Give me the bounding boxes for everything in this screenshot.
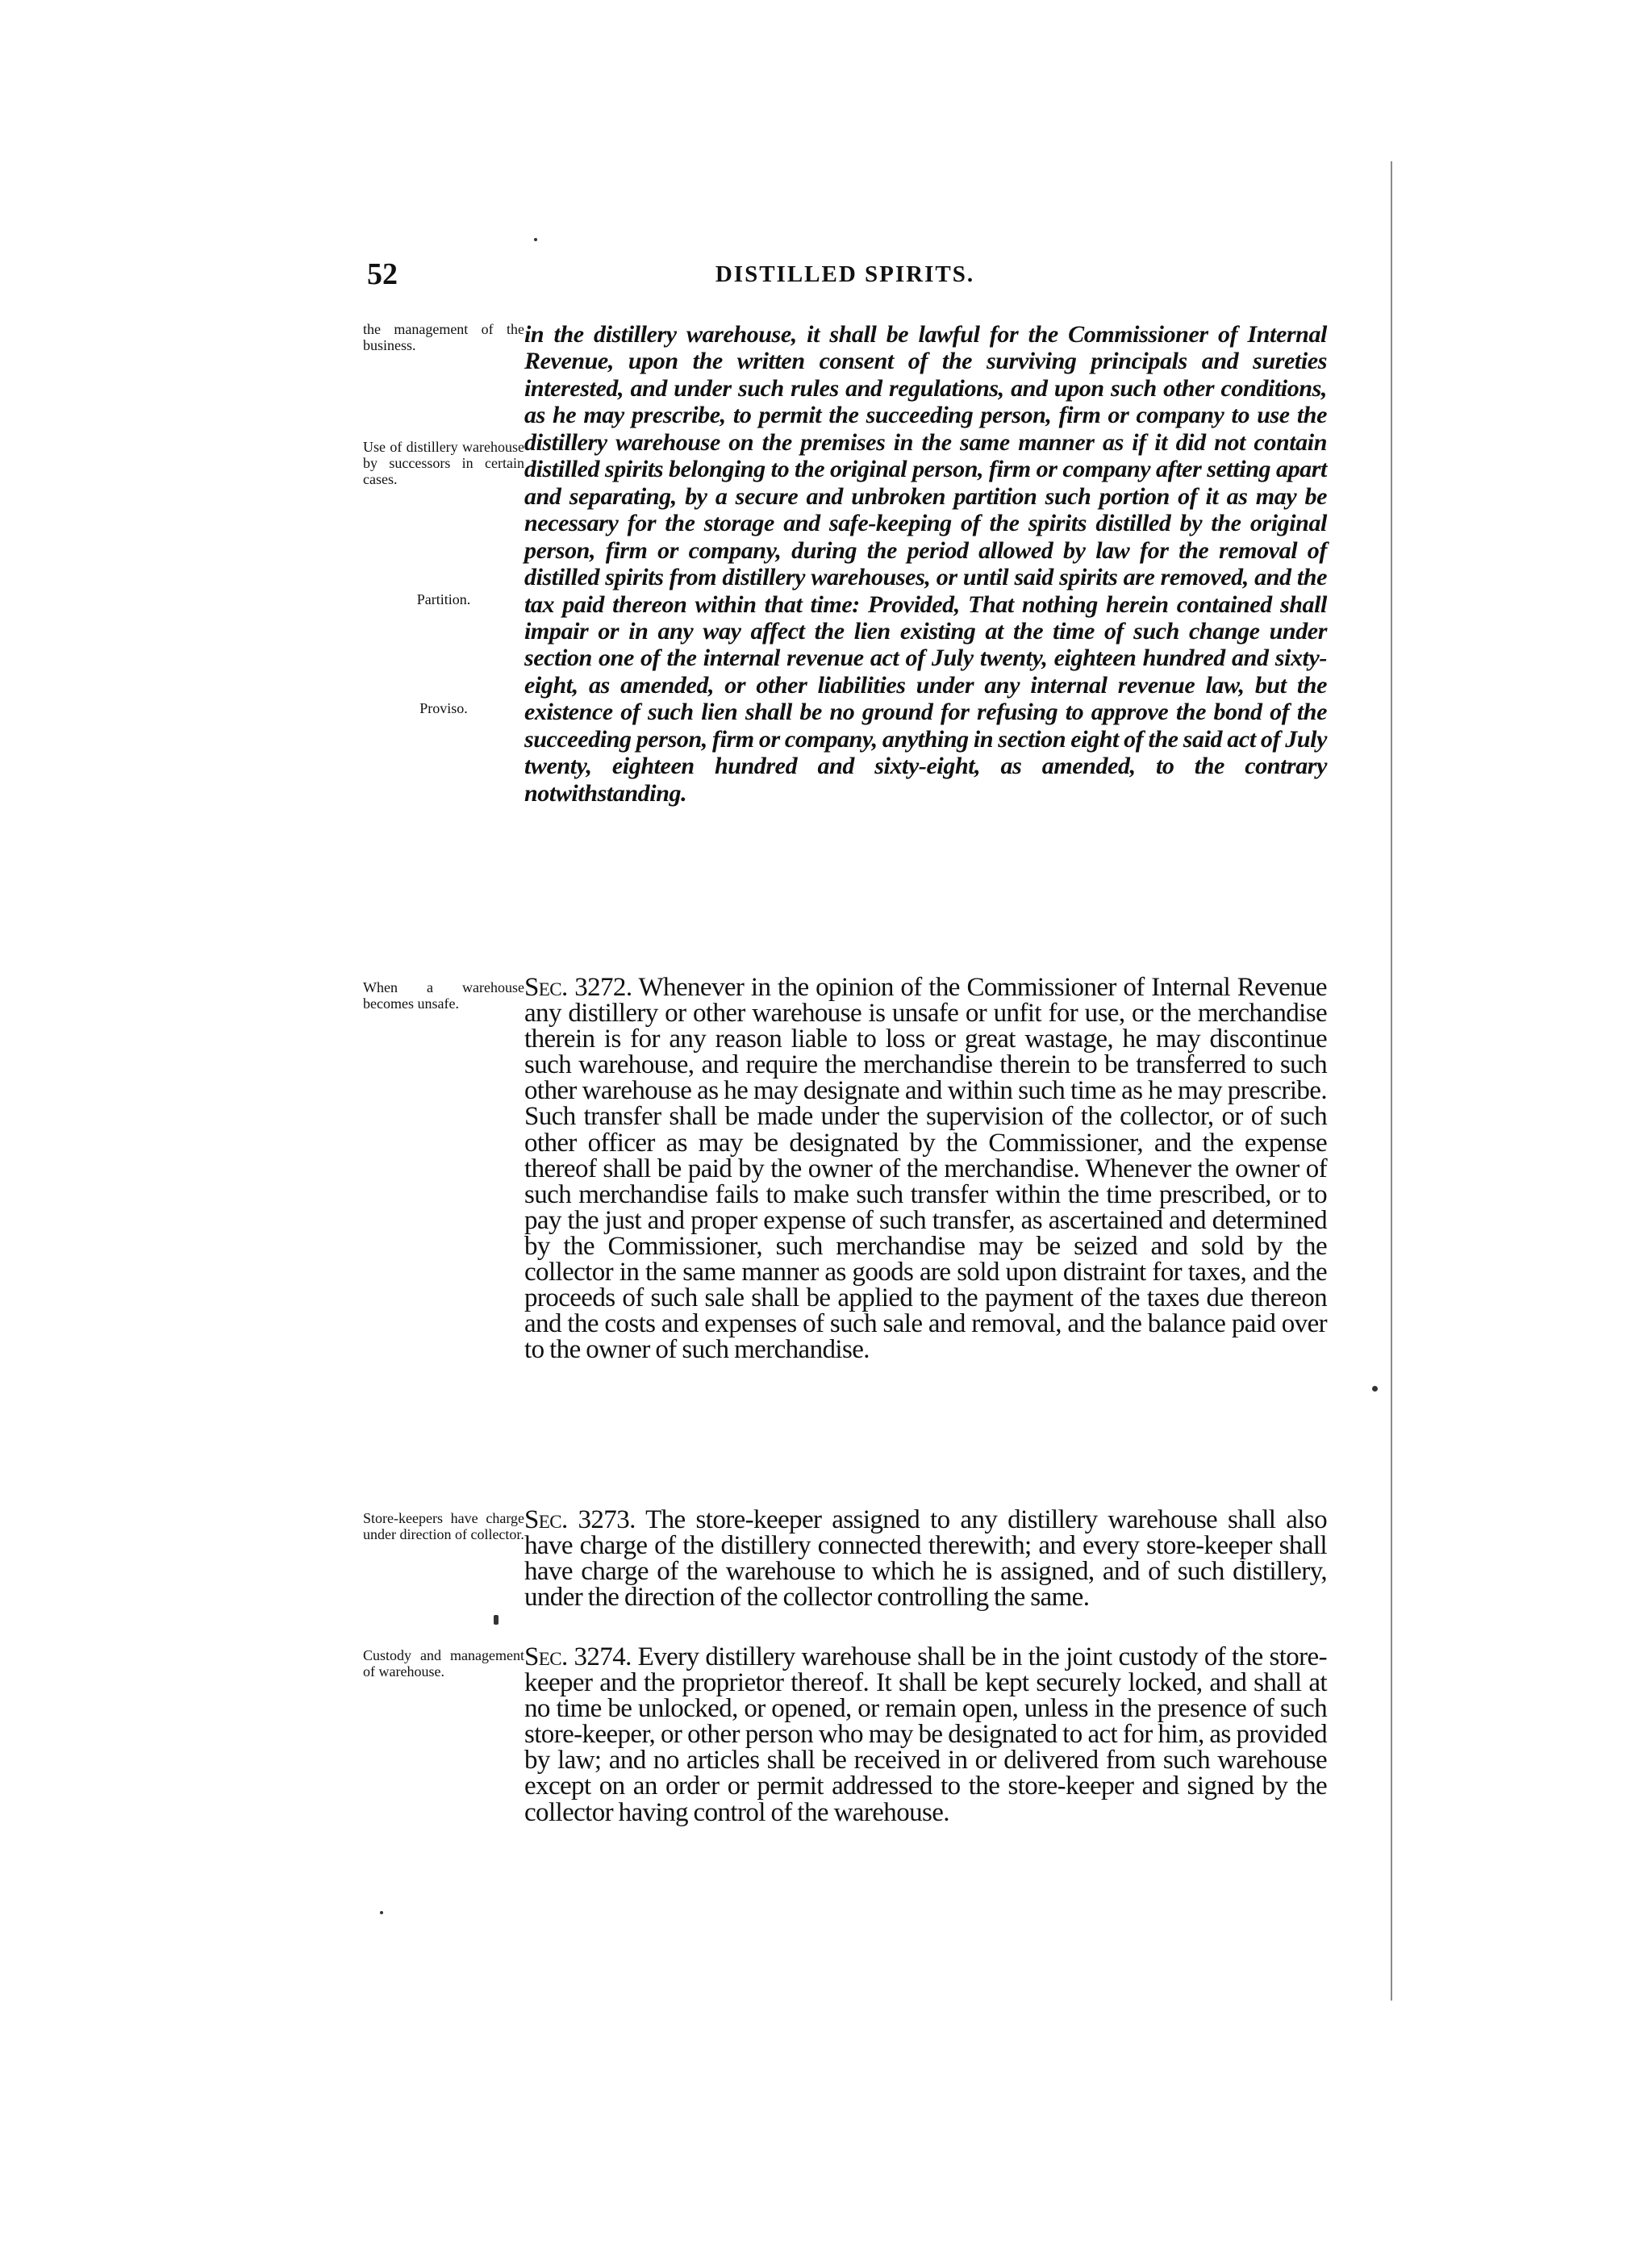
section-3274	[363, 1644, 1327, 1886]
sidenote-partition: Partition.	[416, 591, 471, 607]
page-number: 52	[367, 257, 398, 291]
section-3272-label: Sec. 3272.	[524, 973, 632, 1002]
print-speck	[534, 238, 537, 241]
section-3273-text: The store-keeper assigned to any distillery warehouse shall also have charge of the distillery connected therewith; and every store-keeper shall have charge of the warehouse to which he is assigned, and of such distillery, under the direction of the collector controlling the same.	[524, 1505, 1328, 1613]
section-3272-paragraph	[524, 973, 1327, 1365]
section-3272	[363, 974, 1327, 1507]
section-3274-paragraph	[524, 1644, 1327, 1826]
continued-paragraph: in the distillery warehouse, it shall be lawful for the Commissioner of Internal Revenue, upon the written consent of the surviving principals and sureties interested, and under such rules and regulations, and upon such other conditions, as he may prescribe, to permit the succeeding person, firm or company to use the distillery warehouse on the premises in the same manner as if it did not contain distilled spirits belonging to the original person, firm or company after setting apart and separating, by a secure and unbroken partition such portion of it as may be necessary for the storage and safe-keeping of the spirits distilled by the original person, firm or company, during the period allowed by law for the removal of distilled spirits from distillery warehouses, or until said spirits are removed, and the tax paid thereon within that time: Provided, That nothing herein contained shall impair or in any way affect the lien existing at the time of such change under section one of the internal revenue act of July twenty, eighteen hundred and sixty-eight, as amended, or other liabilities under any internal revenue law, but the existence of such lien shall be no ground for refusing to approve the bond of the succeeding person, firm or company, anything in section eight of the said act of July twenty, eighteen hundred and sixty-eight, as amended, to the contrary notwithstanding.	[524, 321, 1327, 807]
print-speck	[494, 1615, 499, 1625]
scan-edge-rule	[1391, 161, 1392, 2001]
section-3273-paragraph	[524, 1505, 1328, 1613]
sidenote-management: the management of the business.	[363, 321, 524, 353]
print-speck	[380, 1911, 383, 1914]
section-3273-label: Sec. 3273.	[524, 1505, 636, 1534]
section-3274-text: Every distillery warehouse shall be in the joint custody of the store-keeper and the proprietor thereof. It shall be kept securely locked, and shall at no time be unlocked, or opened, or remain open, unless in the presence of such store-keeper, or other person who may be designated to act for him, as provided by law; and no articles shall be received in or delivered from such warehouse except on an order or permit addressed to the store-keeper and signed by the collector having control of the warehouse.	[524, 1642, 1327, 1827]
print-speck	[1372, 1386, 1378, 1392]
section-3273	[363, 1507, 1327, 1644]
running-title: DISTILLED SPIRITS.	[715, 261, 975, 287]
sidenote-use-of-warehouse: Use of distillery warehouse by successors in certain cases.	[363, 439, 524, 487]
sidenote-unsafe: When a warehouse becomes unsafe.	[363, 979, 524, 1012]
sidenote-storekeepers: Store-keepers have charge under direction of collector.	[363, 1510, 524, 1542]
continued-section	[363, 321, 1327, 974]
sidenote-custody: Custody and management of warehouse.	[363, 1647, 524, 1680]
section-3274-label: Sec. 3274.	[524, 1642, 632, 1671]
sidenote-proviso: Proviso.	[419, 700, 468, 716]
section-3272-text: Whenever in the opinion of the Commissioner of Internal Revenue any distillery or other warehouse is unsafe or unfit for use, or the merchandise therein is for any reason liable to loss or great wastage, he may discontinue such warehouse, and require the merchandise therein to be transferred to such other warehouse as he may designate and within such time as he may prescribe. Such transfer shall be made under the supervision of the collector, or of such other officer as may be designated by the Commissioner, and the expense thereof shall be paid by the owner of the merchandise. Whenever the owner of such merchandise fails to make such transfer within the time prescribed, or to pay the just and proper expense of such transfer, as ascertained and determined by the Commissioner, such merchandise may be seized and sold by the collector in the same manner as goods are sold upon distraint for taxes, and the proceeds of such sale shall be applied to the payment of the taxes due thereon and the costs and expenses of such sale and removal, and the balance paid over to the owner of such merchandise.	[524, 973, 1327, 1365]
page-header	[367, 257, 1323, 297]
